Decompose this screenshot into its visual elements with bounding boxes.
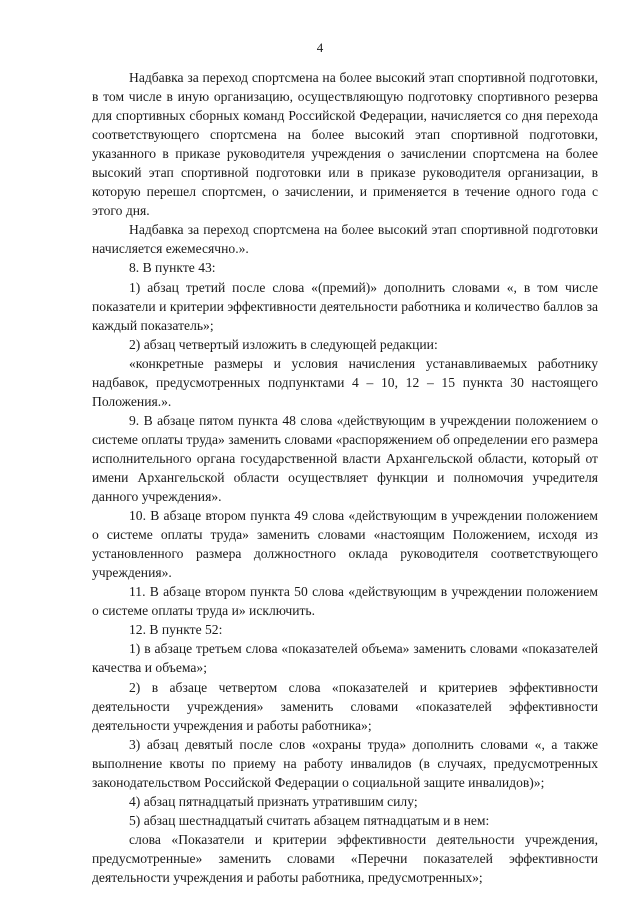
paragraph: 12. В пункте 52: (129, 622, 223, 638)
paragraph: 9. В абзаце пятом пункта 48 слова «действующим в учреждении положением о системе оплаты труда» заменить словами «распоряжением об определении его размера исполнительного органа государственной власти Архангельской области, который от имени Архангельской области осуществляет функции и полномочия учредителя данного учреждения». (92, 412, 598, 505)
paragraph: слова «Показатели и критерии эффективности деятельности учреждения, предусмотренные» заменить словами «Перечни показателей эффективности деятельности учреждения и работы работника, предусмотренных»; (92, 831, 598, 885)
paragraph: Надбавка за переход спортсмена на более высокий этап спортивной подготовки начисляется ежемесячно.». (92, 222, 598, 257)
paragraph: 10. В абзаце втором пункта 49 слова «действующим в учреждении положением о системе оплаты труда» заменить словами «настоящим Положением, исходя из установленного размера должностного оклада руководителя соответствующего учреждения». (92, 508, 598, 581)
paragraph: Надбавка за переход спортсмена на более высокий этап спортивной подготовки, в том числе в иную организацию, осуществляющую подготовку спортивного резерва для спортивных сборных команд Российской Федерации, начисляется со дня перехода соответствующего спортсмена на более высокий этап спортивной подготовки, указанного в приказе руководителя учреждения о зачислении спортсмена на более высокий этап спортивной подготовки или в приказе руководителя организации, в которую перешел спортсмен, о зачислении, и применяется в течение одного года с этого дня. (92, 70, 598, 219)
paragraph: 1) абзац третий после слова «(премий)» дополнить словами «, в том числе показатели и критерии эффективности деятельности работника и количество баллов за каждый показатель»; (92, 279, 598, 333)
paragraph: 1) в абзаце третьем слова «показателей объема» заменить словами «показателей качества и объема»; (92, 641, 598, 676)
paragraph: 8. В пункте 43: (129, 260, 216, 276)
paragraph: 4) абзац пятнадцатый признать утратившим силу; (129, 793, 418, 809)
paragraph: 5) абзац шестнадцатый считать абзацем пятнадцатым и в нем: (129, 812, 490, 828)
page-number: 4 (316, 40, 324, 55)
paragraph: «конкретные размеры и условия начисления устанавливаемых работнику надбавок, предусмотренных подпунктами 4 – 10, 12 – 15 пункта 30 настоящего Положения.». (92, 355, 598, 409)
paragraph: 11. В абзаце втором пункта 50 слова «действующим в учреждении положением о системе оплаты труда и» исключить. (92, 584, 598, 619)
paragraph: 3) абзац девятый после слов «охраны труда» дополнить словами «, а также выполнение квоты по приему на работу инвалидов (в случаях, предусмотренных законодательством Российской Федерации о социальной защите инвалидов)»; (92, 736, 598, 790)
paragraph: 2) абзац четвертый изложить в следующей редакции: (129, 336, 438, 352)
paragraph: 2) в абзаце четвертом слова «показателей и критериев эффективности деятельности учреждения» заменить словами «показателей эффективности деятельности учреждения и работы работника»; (92, 679, 598, 733)
document-body (92, 68, 598, 887)
